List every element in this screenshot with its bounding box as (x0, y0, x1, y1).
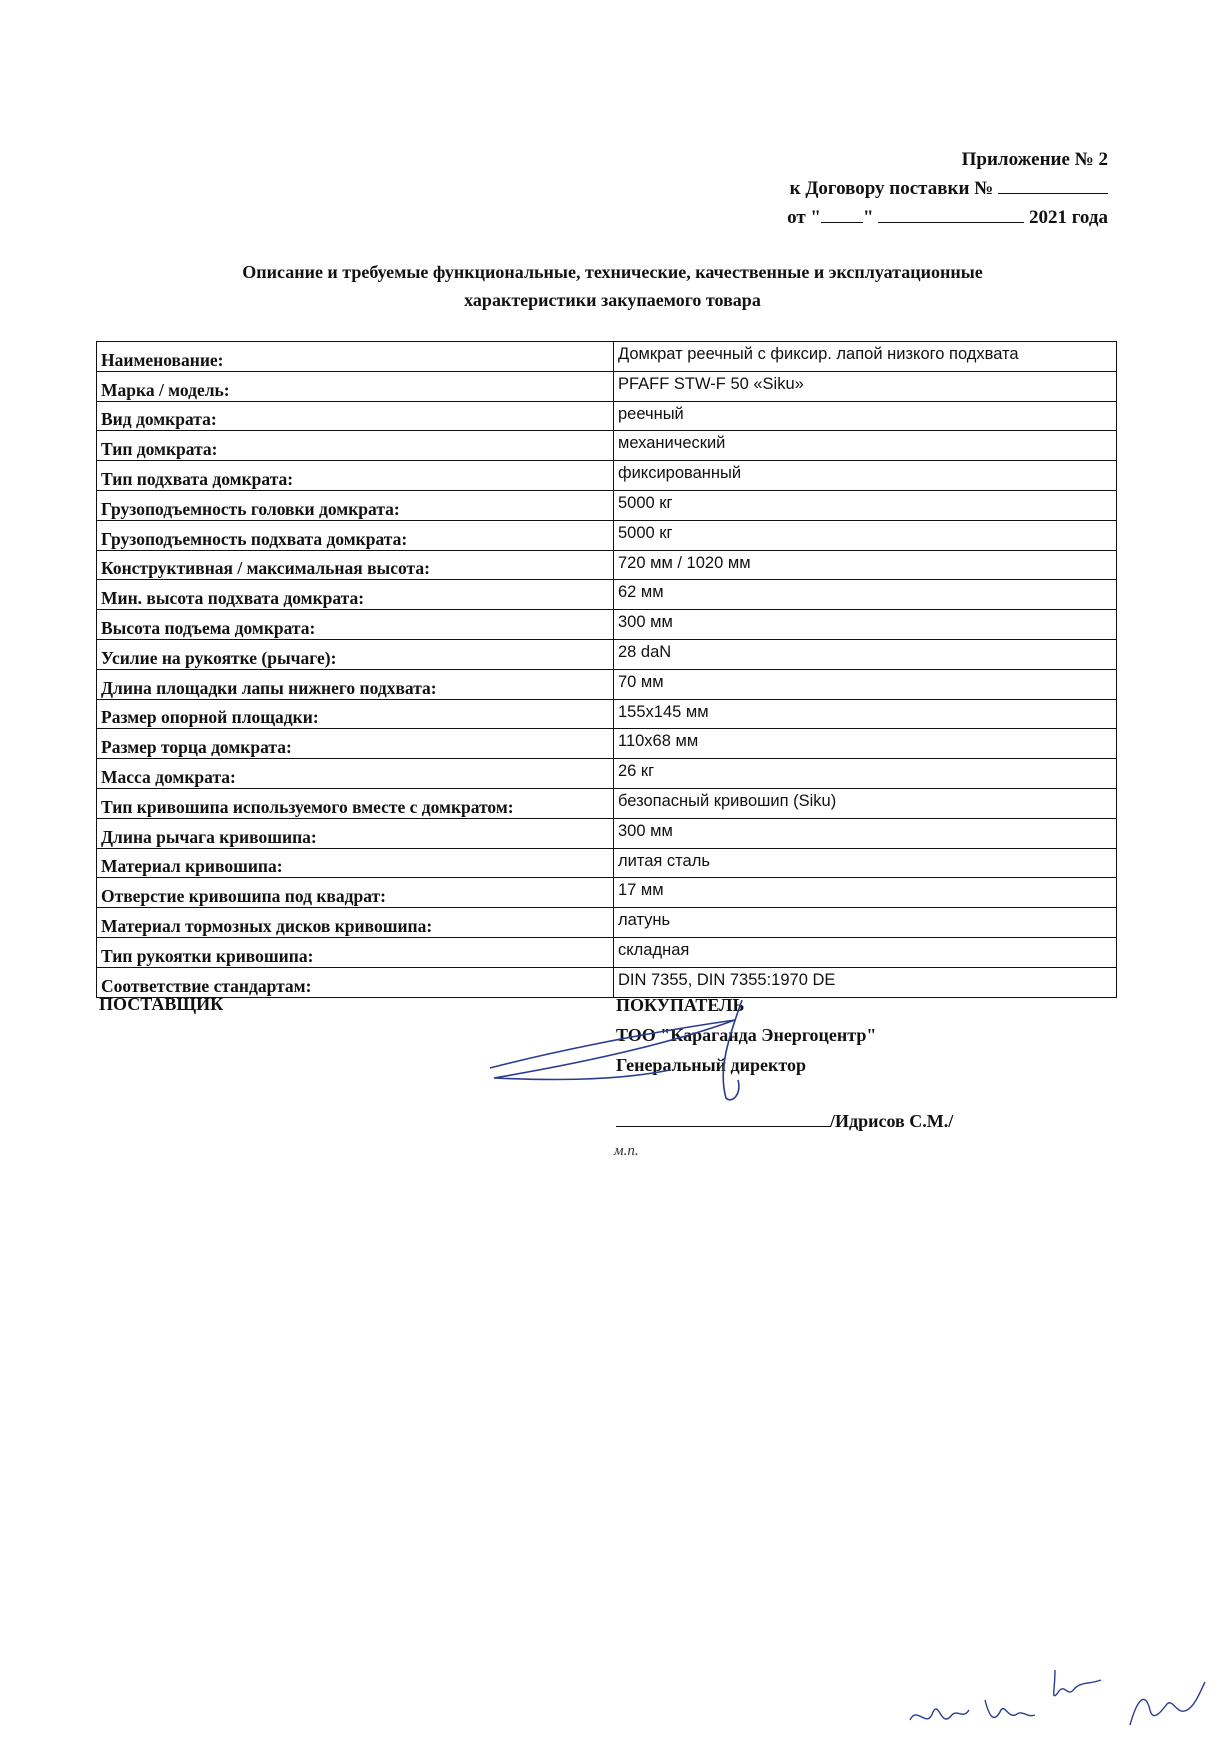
spec-value-cell: 300 мм (614, 610, 1117, 640)
contract-month-blank (878, 204, 1024, 223)
spec-value-cell: реечный (614, 401, 1117, 431)
spec-value-cell: Домкрат реечный с фиксир. лапой низкого подхвата (614, 342, 1117, 372)
buyer-label: ПОКУПАТЕЛЬ (616, 995, 745, 1015)
spec-name-cell: Тип рукоятки кривошипа: (97, 937, 614, 967)
table-row (97, 401, 1117, 431)
spec-name-cell: Размер опорной площадки: (97, 699, 614, 729)
spec-name-cell: Размер торца домкрата: (97, 729, 614, 759)
document-heading (100, 258, 1125, 314)
spec-value-cell: литая сталь (614, 848, 1117, 878)
spec-name-cell: Отверстие кривошипа под квадрат: (97, 878, 614, 908)
table-row (97, 759, 1117, 789)
spec-name-cell: Вид домкрата: (97, 401, 614, 431)
spec-value-cell: 70 мм (614, 669, 1117, 699)
supplier-label: ПОСТАВЩИК (99, 994, 224, 1014)
table-row (97, 461, 1117, 491)
signature-blank (616, 1108, 830, 1127)
spec-value-cell: механический (614, 431, 1117, 461)
table-row (97, 610, 1117, 640)
table-row (97, 818, 1117, 848)
spec-name-cell: Конструктивная / максимальная высота: (97, 550, 614, 580)
buyer-position: Генеральный директор (616, 1055, 806, 1075)
appendix-header (688, 145, 1108, 232)
spec-name-cell: Наименование: (97, 342, 614, 372)
spec-name-cell: Марка / модель: (97, 371, 614, 401)
table-row (97, 342, 1117, 372)
spec-value-cell: 110x68 мм (614, 729, 1117, 759)
buyer-signatory: /Идрисов С.М./ (830, 1111, 954, 1131)
table-row (97, 580, 1117, 610)
spec-name-cell: Соответствие стандартам: (97, 967, 614, 997)
contract-year: 2021 года (1029, 207, 1108, 228)
specification-table-body (97, 342, 1117, 998)
spec-name-cell: Грузоподъемность подхвата домкрата: (97, 520, 614, 550)
spec-value-cell: безопасный кривошип (Siku) (614, 788, 1117, 818)
table-row (97, 878, 1117, 908)
contract-date (688, 203, 1108, 232)
spec-value-cell: 17 мм (614, 878, 1117, 908)
table-row (97, 669, 1117, 699)
spec-value-cell: 26 кг (614, 759, 1117, 789)
spec-value-cell: 28 daN (614, 639, 1117, 669)
spec-name-cell: Материал тормозных дисков кривошипа: (97, 908, 614, 938)
specification-table (96, 341, 1117, 998)
stamp-placeholder: м.п. (614, 1143, 639, 1159)
appendix-number: Приложение № 2 (961, 149, 1108, 170)
spec-value-cell: складная (614, 937, 1117, 967)
spec-value-cell: 62 мм (614, 580, 1117, 610)
heading-line-1: Описание и требуемые функциональные, технические, качественные и эксплуатационные (242, 262, 983, 282)
spec-value-cell: фиксированный (614, 461, 1117, 491)
table-row (97, 639, 1117, 669)
table-row (97, 699, 1117, 729)
table-row (97, 967, 1117, 997)
spec-value-cell: 155x145 мм (614, 699, 1117, 729)
table-row (97, 848, 1117, 878)
spec-name-cell: Длина площадки лапы нижнего подхвата: (97, 669, 614, 699)
contract-date-open-quote: от " (787, 207, 821, 228)
table-row (97, 520, 1117, 550)
table-row (97, 550, 1117, 580)
table-row (97, 937, 1117, 967)
spec-name-cell: Тип домкрата: (97, 431, 614, 461)
handwritten-signature (480, 1000, 800, 1110)
table-row (97, 729, 1117, 759)
spec-name-cell: Масса домкрата: (97, 759, 614, 789)
table-row (97, 371, 1117, 401)
buyer-signature-line (616, 1108, 953, 1132)
spec-value-cell: PFAFF STW-F 50 «Siku» (614, 371, 1117, 401)
contract-day-blank (821, 204, 863, 223)
spec-value-cell: латунь (614, 908, 1117, 938)
contract-reference-label: к Договору поставки № (789, 178, 994, 199)
spec-name-cell: Тип кривошипа используемого вместе с домкратом: (97, 788, 614, 818)
contract-number-blank (998, 175, 1108, 194)
table-row (97, 490, 1117, 520)
table-row (97, 431, 1117, 461)
spec-name-cell: Высота подъема домкрата: (97, 610, 614, 640)
spec-value-cell: 5000 кг (614, 490, 1117, 520)
spec-name-cell: Длина рычага кривошипа: (97, 818, 614, 848)
buyer-company: ТОО "Караганда Энергоцентр" (616, 1025, 877, 1045)
spec-name-cell: Тип подхвата домкрата: (97, 461, 614, 491)
spec-value-cell: 300 мм (614, 818, 1117, 848)
heading-line-2: характеристики закупаемого товара (464, 290, 761, 310)
spec-name-cell: Материал кривошипа: (97, 848, 614, 878)
spec-name-cell: Грузоподъемность головки домкрата: (97, 490, 614, 520)
page-initials (905, 1660, 1215, 1735)
contract-reference (688, 174, 1108, 203)
contract-date-close-quote: " (862, 207, 874, 228)
spec-value-cell: 5000 кг (614, 520, 1117, 550)
spec-name-cell: Мин. высота подхвата домкрата: (97, 580, 614, 610)
table-row (97, 908, 1117, 938)
spec-value-cell: DIN 7355, DIN 7355:1970 DE (614, 967, 1117, 997)
spec-value-cell: 720 мм / 1020 мм (614, 550, 1117, 580)
table-row (97, 788, 1117, 818)
spec-name-cell: Усилие на рукоятке (рычаге): (97, 639, 614, 669)
